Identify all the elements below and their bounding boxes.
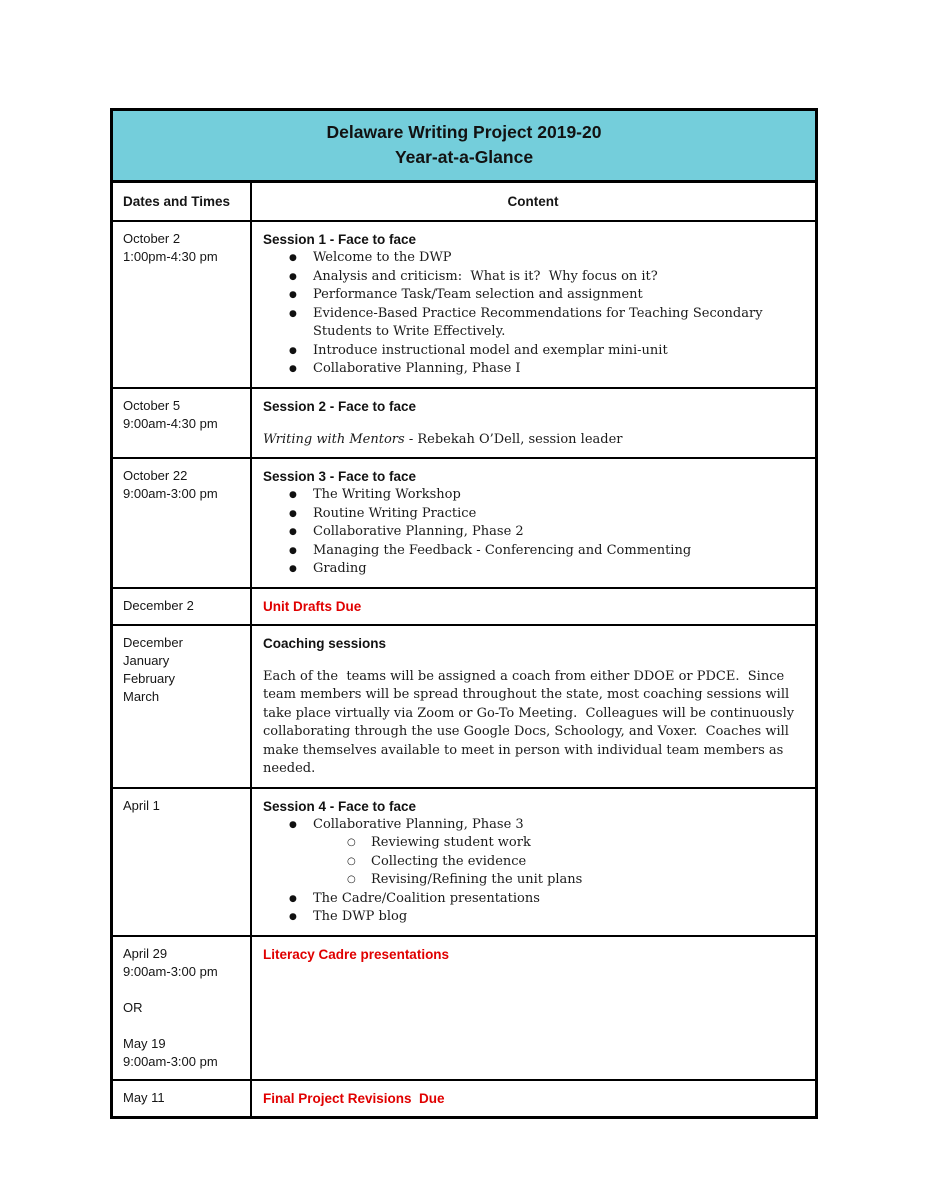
list-item-text: Collecting the evidence (371, 853, 527, 869)
list-item-text: Collaborative Planning, Phase 2 (313, 524, 524, 539)
list-item-text: Grading (313, 561, 367, 576)
bullet-icon: ● (289, 893, 297, 904)
date-line: May 19 (123, 1035, 166, 1051)
date-line: 1:00pm-4:30 pm (123, 249, 218, 264)
date-line: March (123, 688, 160, 704)
coaching-description: Each of the teams will be assigned a coach from either DDOE or PDCE. Since team members will be spread throughout the state, most coaching sessions will take place virtually via Zoom or Go-To Meeting. Colleagues will be continuously collaborating through the use Google Docs, Schoology, and Voxer. Coaches will make themselves available to meet in person with individual team members as needed. (263, 668, 799, 776)
date-line: October 22 (123, 468, 188, 483)
table-title-line2: Year-at-a-Glance (394, 147, 534, 167)
date-line: OR (123, 999, 143, 1015)
date-line: May 11 (123, 1089, 165, 1105)
date-line: January (123, 652, 170, 668)
content-cell (252, 789, 815, 935)
deadline-heading: Unit Drafts Due (263, 598, 362, 614)
date-line: 9:00am-3:00 pm (123, 1053, 218, 1069)
bullet-icon: ● (289, 912, 297, 922)
content-cell (252, 589, 815, 624)
sub-bullet-icon: ○ (347, 837, 356, 848)
bullet-icon: ● (289, 508, 297, 519)
session-heading: Session 4 - Face to face (263, 798, 417, 814)
content-cell (252, 1081, 815, 1116)
list-item-text: Performance Task/Team selection and assignment (313, 287, 643, 302)
dates-cell (113, 589, 252, 624)
bullet-icon: ● (289, 364, 297, 374)
bullet-icon: ● (289, 253, 297, 263)
list-item (263, 486, 803, 505)
bullet-icon: ● (289, 490, 297, 500)
content-cell (252, 937, 815, 1079)
date-line: October 2 (123, 231, 181, 246)
list-item-text: Revising/Refining the unit plans (371, 872, 583, 887)
session-heading: Coaching sessions (263, 635, 387, 651)
list-item (263, 249, 803, 268)
list-item-text: Collaborative Planning, Phase I (313, 361, 521, 376)
date-line: December (123, 634, 183, 650)
date-line: February (123, 670, 176, 686)
table-row (113, 626, 815, 789)
date-line: October 5 (123, 397, 181, 413)
session-heading: Session 3 - Face to face (263, 469, 417, 484)
list-item (263, 908, 803, 927)
table-row (113, 789, 815, 937)
list-item (263, 286, 803, 305)
dates-cell (113, 789, 252, 935)
list-item (263, 523, 803, 542)
list-item-text: Analysis and criticism: What is it? Why focus on it? (313, 268, 658, 284)
list-item-text: Managing the Feedback - Conferencing and Commenting (313, 542, 692, 558)
dates-cell (113, 1081, 252, 1116)
bullet-icon: ● (289, 527, 297, 537)
bullet-icon: ● (289, 345, 297, 356)
list-item-text: Routine Writing Practice (313, 505, 477, 521)
table-row (113, 937, 815, 1081)
date-line: 9:00am-3:00 pm (123, 486, 218, 501)
dates-cell (113, 937, 252, 1079)
content-cell (252, 389, 815, 458)
list-item (263, 505, 803, 524)
list-item (263, 360, 803, 379)
list-item-text: Evidence-Based Practice Recommendations for Teaching Secondary Students to Write Effectively. (313, 305, 767, 339)
content-cell (252, 459, 815, 587)
table-row (113, 459, 815, 589)
bullet-icon: ● (289, 564, 297, 574)
list-item (263, 871, 803, 890)
date-line: 9:00am-4:30 pm (123, 415, 218, 431)
date-line (123, 1017, 244, 1035)
dates-cell (113, 626, 252, 787)
list-item-text: Welcome to the DWP (313, 250, 452, 265)
session-heading: Session 1 - Face to face (263, 232, 417, 247)
date-line: April 1 (123, 797, 160, 813)
list-item-text: The Writing Workshop (313, 487, 461, 502)
session-title-italic: Writing with Mentors (263, 431, 405, 447)
table-body (113, 222, 815, 1116)
sub-bullet-icon: ○ (347, 874, 356, 885)
bullet-icon: ● (289, 308, 297, 319)
list-item-text: The DWP blog (313, 909, 408, 924)
content-cell (252, 222, 815, 387)
dates-cell (113, 389, 252, 458)
bullet-icon: ● (289, 290, 297, 300)
session-heading: Session 2 - Face to face (263, 398, 417, 414)
session-description (263, 431, 803, 450)
deadline-heading: Literacy Cadre presentations (263, 946, 450, 962)
list-item (263, 853, 803, 872)
table-row (113, 1081, 815, 1116)
session-leader-text: - Rebekah O’Dell, session leader (404, 431, 623, 447)
list-item-text: The Cadre/Coalition presentations (313, 890, 540, 906)
bullet-icon: ● (289, 819, 297, 830)
list-item (263, 816, 803, 835)
column-header-content: Content (507, 194, 559, 209)
table-title (113, 111, 815, 183)
list-item (263, 560, 803, 579)
list-item (263, 834, 803, 853)
sub-bullet-icon: ○ (347, 855, 356, 867)
list-item-text: Collaborative Planning, Phase 3 (313, 816, 524, 832)
column-header-dates: Dates and Times (113, 183, 252, 220)
list-item (263, 268, 803, 287)
dates-cell (113, 459, 252, 587)
column-header-row (113, 183, 815, 222)
table-row (113, 589, 815, 626)
date-line: April 29 (123, 945, 168, 961)
table-title-line1: Delaware Writing Project 2019-20 (326, 122, 602, 142)
date-line: December 2 (123, 597, 194, 613)
deadline-heading: Final Project Revisions Due (263, 1090, 445, 1106)
list-item (263, 890, 803, 909)
table-row (113, 389, 815, 460)
date-line (123, 981, 244, 999)
schedule-table (110, 108, 818, 1119)
table-row (113, 222, 815, 389)
date-line: 9:00am-3:00 pm (123, 963, 218, 979)
list-item-text: Introduce instructional model and exemplar mini-unit (313, 342, 668, 358)
bullet-icon: ● (289, 271, 297, 282)
dates-cell (113, 222, 252, 387)
content-cell (252, 626, 815, 787)
list-item (263, 342, 803, 361)
list-item (263, 542, 803, 561)
bullet-icon: ● (289, 545, 297, 556)
list-item-text: Reviewing student work (371, 835, 531, 850)
list-item (263, 305, 803, 342)
